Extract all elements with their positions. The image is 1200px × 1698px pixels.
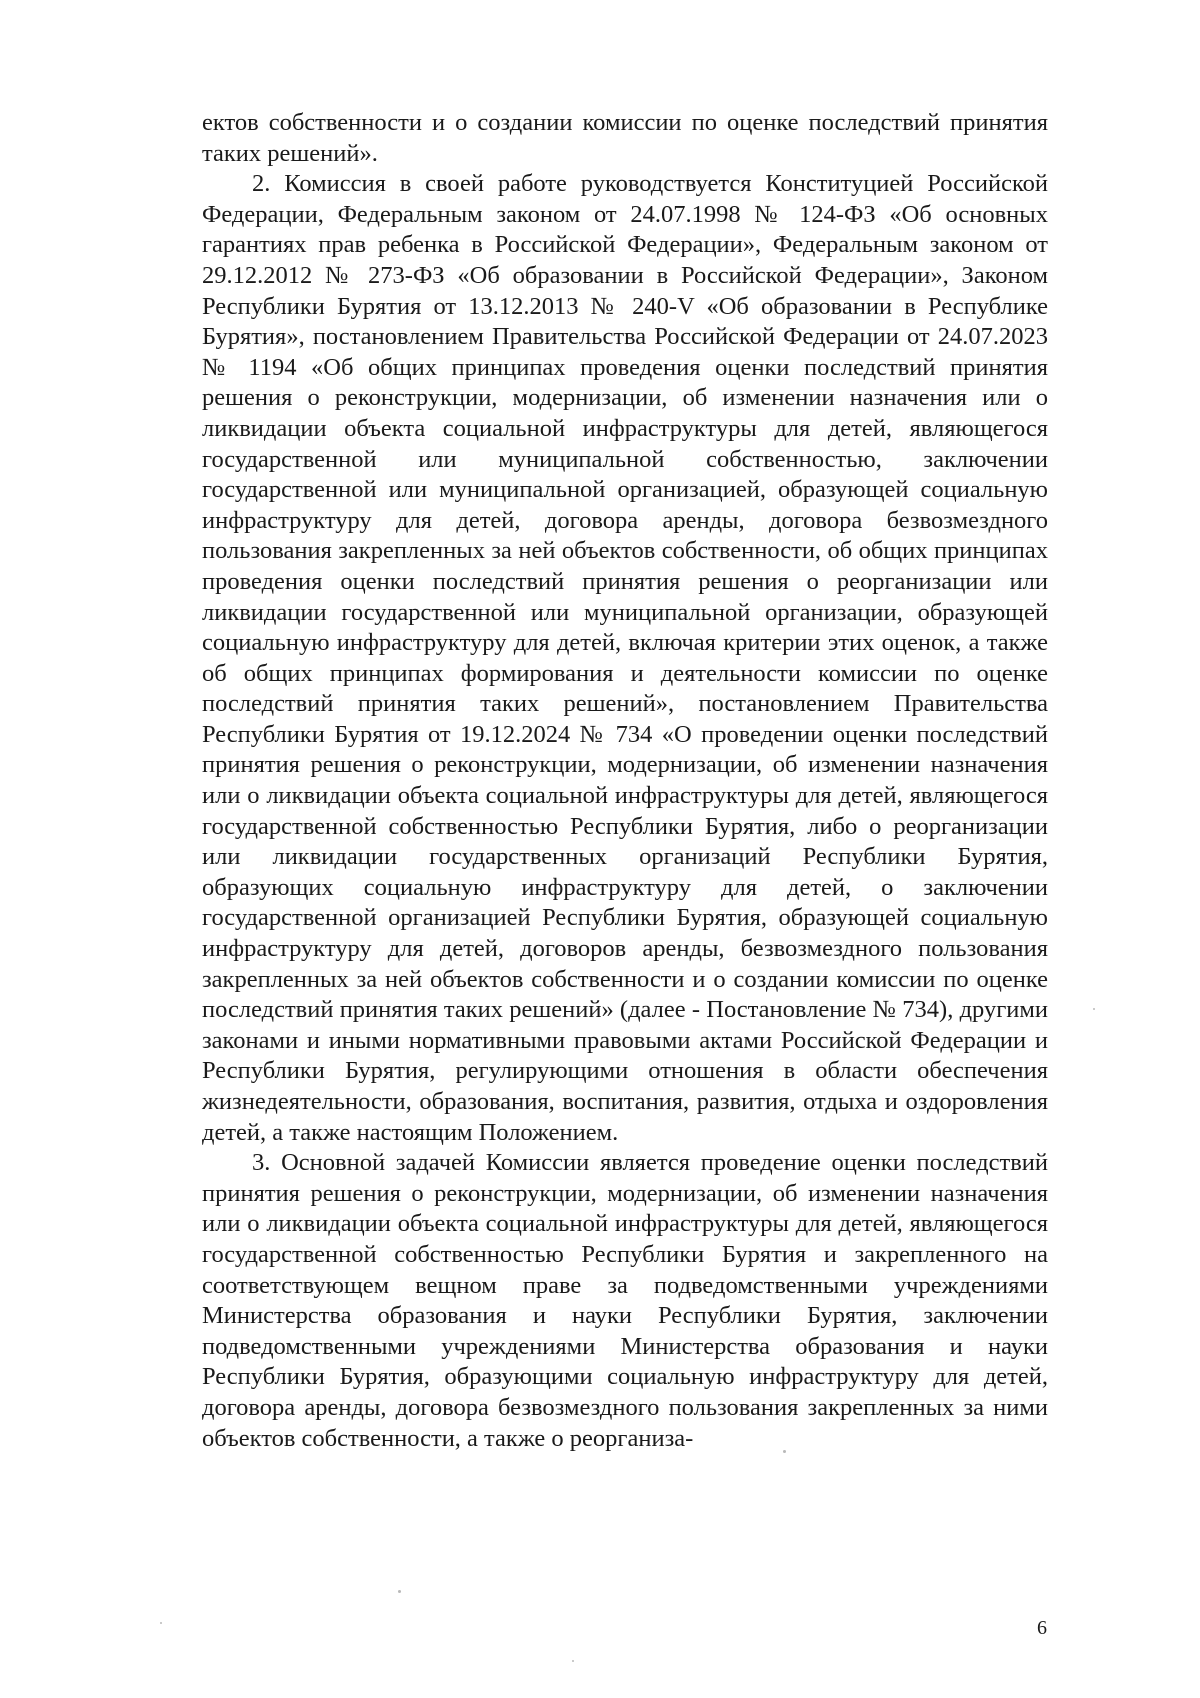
scan-speck	[160, 1622, 162, 1624]
document-body	[202, 108, 1048, 1454]
page-number: 6	[1037, 1617, 1047, 1639]
scan-speck	[783, 1450, 786, 1453]
scan-speck	[572, 1660, 574, 1662]
paragraph-continuation: ектов собственности и о создании комиссии по оценке последствий принятия таких решений».	[202, 109, 1048, 167]
scan-speck	[1093, 1008, 1095, 1010]
scan-speck	[398, 1590, 401, 1593]
paragraph-2-guiding-acts: 2. Комиссия в своей работе руководствуется Конституцией Российской Федерации, Федеральным законом от 24.07.1998 № 124-ФЗ «Об основных гарантиях прав ребенка в Российской Федерации», Федеральным законом от 29.12.2012 № 273-ФЗ «Об образовании в Российской Федерации», Законом Республики Бурятия от 13.12.2013 № 240-V «Об образовании в Республике Бурятия», постановлением Правительства Российской Федерации от 24.07.2023 № 1194 «Об общих принципах проведения оценки последствий принятия решения о реконструкции, модернизации, об изменении назначения или о ликвидации объекта социальной инфраструктуры для детей, являющегося государственной или муниципальной собственностью, заключении государственной или муниципальной организацией, образующей социальную инфраструктуру для детей, договора аренды, договора безвозмездного пользования закрепленных за ней объектов собственности, об общих принципах проведения оценки последствий принятия решения о реорганизации или ликвидации государственной или муниципальной организации, образующей социальную инфраструктуру для детей, включая критерии этих оценок, а также об общих принципах формирования и деятельности комиссии по оценке последствий принятия таких решений», постановлением Правительства Республики Бурятия от 19.12.2024 № 734 «О проведении оценки последствий принятия решения о реконструкции, модернизации, об изменении назначения или о ликвидации объекта социальной инфраструктуры для детей, являющегося государственной собственностью Республики Бурятия, либо о реорганизации или ликвидации государственных организаций Республики Бурятия, образующих социальную инфраструктуру для детей, о заключении государственной организацией Республики Бурятия, образующей социальную инфраструктуру для детей, договоров аренды, безвозмездного пользования закрепленных за ней объектов собственности и о создании комиссии по оценке последствий принятия таких решений» (далее - Постановление № 734), другими законами и иными нормативными правовыми актами Российской Федерации и Республики Бурятия, регулирующими отношения в области обеспечения жизнедеятельности, образования, воспитания, развития, отдыха и оздоровления детей, а также настоящим Положением.	[202, 170, 1048, 1146]
paragraph-3-main-task: 3. Основной задачей Комиссии является проведение оценки последствий принятия решения о реконструкции, модернизации, об изменении назначения или о ликвидации объекта социальной инфраструктуры для детей, являющегося государственной собственностью Республики Бурятия и закрепленного на соответствующем вещном праве за подведомственными учреждениями Министерства образования и науки Республики Бурятия, заключении подведомственными учреждениями Министерства образования и науки Республики Бурятия, образующими социальную инфраструктуру для детей, договора аренды, договора безвозмездного пользования закрепленных за ними объектов собственности, а также о реорганиза-	[202, 1149, 1048, 1452]
